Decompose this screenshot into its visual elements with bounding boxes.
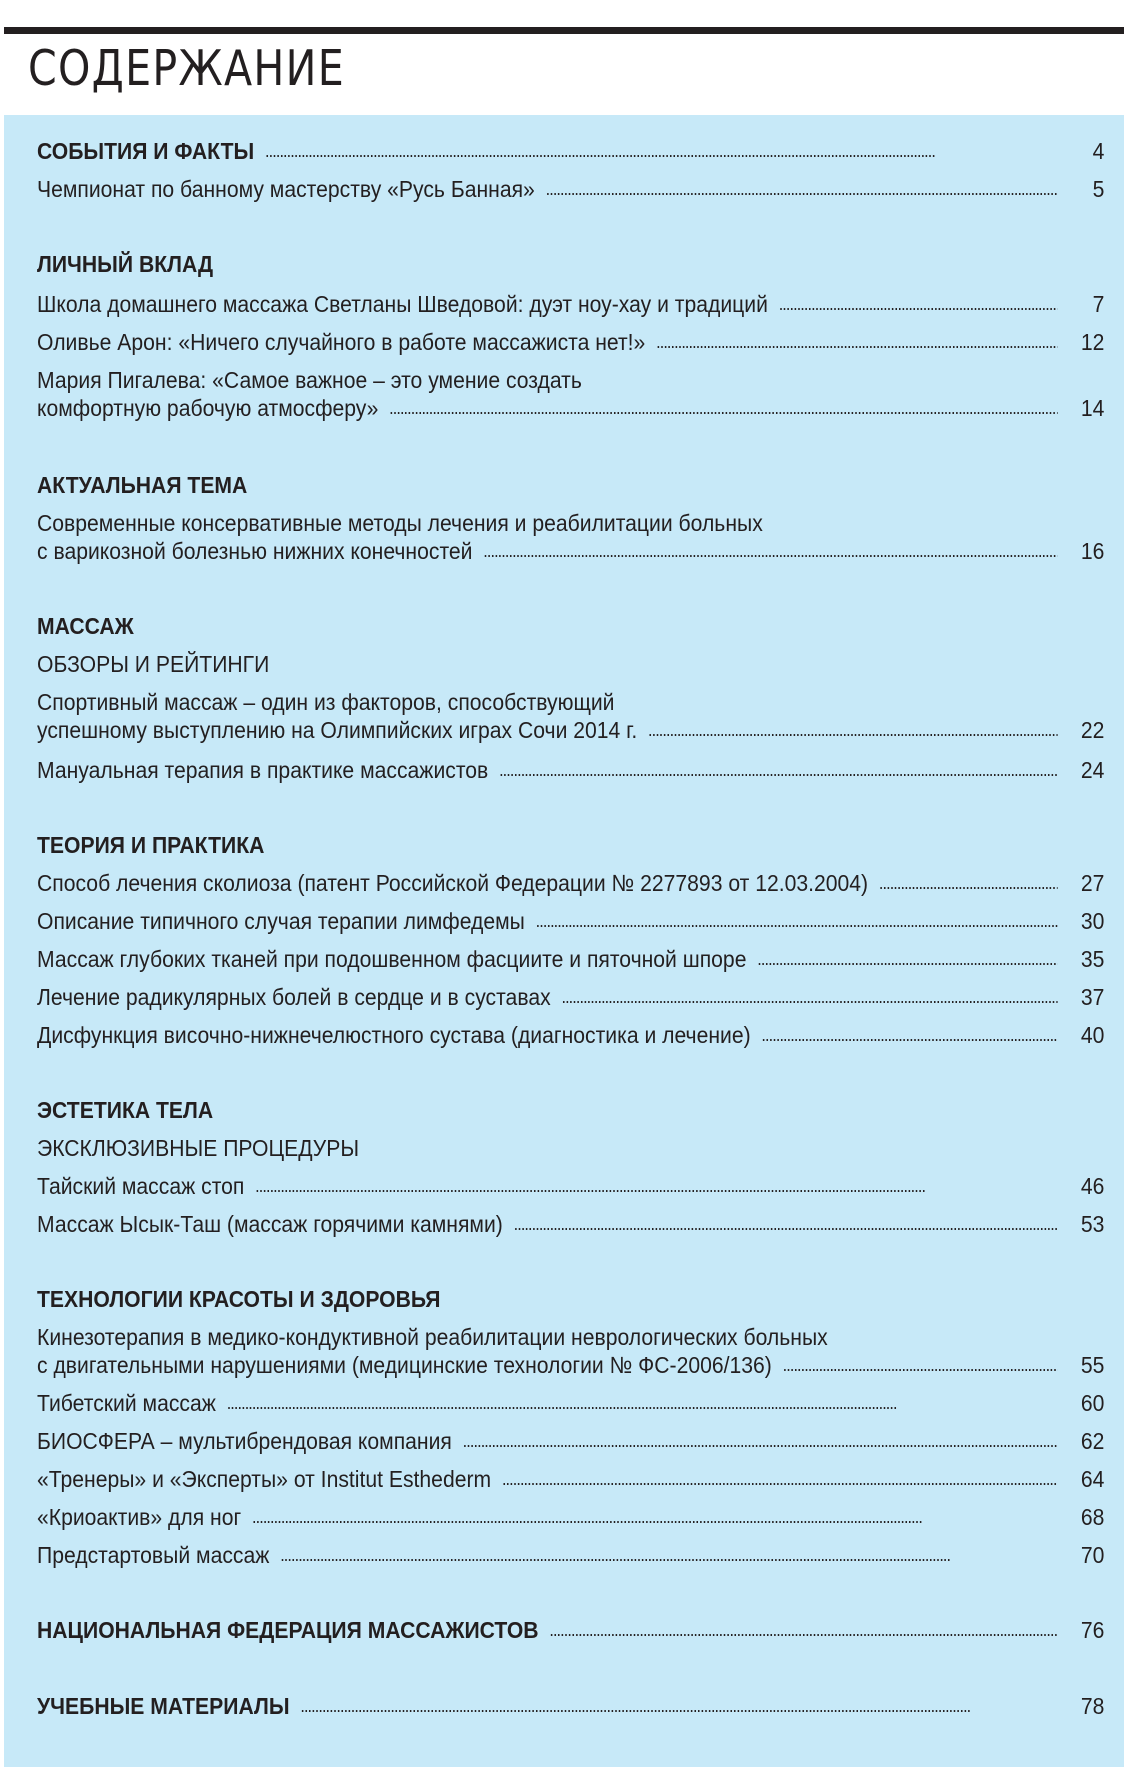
toc-entry bbox=[37, 1427, 1105, 1456]
entry-text: Тибетский массаж bbox=[37, 1390, 216, 1416]
dot-leader bbox=[463, 1425, 1058, 1449]
entry-text: Дисфункция височно-нижнечелюстного сустава (диагностика и лечение) bbox=[37, 1022, 751, 1048]
entry-text: Предстартовый массаж bbox=[37, 1542, 270, 1568]
toc-section-entry bbox=[37, 1616, 1105, 1645]
dot-leader bbox=[280, 1539, 1057, 1563]
page-number: 68 bbox=[1080, 1504, 1105, 1530]
dot-leader bbox=[252, 1501, 1058, 1525]
page-number: 40 bbox=[1080, 1022, 1105, 1048]
dot-leader bbox=[255, 1170, 1057, 1194]
toc-section-entry bbox=[37, 1692, 1105, 1721]
page-number: 62 bbox=[1080, 1428, 1105, 1454]
toc-entry bbox=[37, 1503, 1105, 1532]
entry-text: Способ лечения сколиоза (патент Российской Федерации № 2277893 от 12.03.2004) bbox=[37, 870, 869, 896]
dot-leader bbox=[265, 135, 1058, 159]
dot-leader bbox=[783, 1349, 1058, 1373]
toc-entry bbox=[37, 537, 1105, 566]
toc-entry bbox=[37, 1021, 1105, 1050]
page-title: СОДЕРЖАНИЕ bbox=[28, 40, 345, 97]
dot-leader bbox=[389, 392, 1057, 416]
entry-text: с варикозной болезнью нижних конечностей bbox=[37, 538, 473, 564]
page-number: 60 bbox=[1080, 1390, 1105, 1416]
entry-text: Лечение радикулярных болей в сердце и в суставах bbox=[37, 984, 551, 1010]
page-number: 24 bbox=[1080, 757, 1105, 783]
toc-entry bbox=[37, 945, 1105, 974]
page-number: 64 bbox=[1080, 1466, 1105, 1492]
toc-entry bbox=[37, 1172, 1105, 1201]
entry-text: Тайский массаж стоп bbox=[37, 1173, 245, 1199]
page-number: 37 bbox=[1080, 984, 1105, 1010]
section-heading bbox=[37, 471, 1105, 500]
dot-leader bbox=[499, 754, 1058, 778]
entry-title-line bbox=[37, 1323, 1105, 1352]
entry-text: Школа домашнего массажа Светланы Шведовой: дуэт ноу-хау и традиций bbox=[37, 291, 768, 317]
entry-text: с двигательными нарушениями (медицинские технологии № ФС-2006/136) bbox=[37, 1352, 772, 1378]
dot-leader bbox=[648, 714, 1058, 738]
page-number: 46 bbox=[1080, 1173, 1105, 1199]
entry-text: успешному выступлению на Олимпийских играх Сочи 2014 г. bbox=[37, 717, 638, 743]
page-number: 53 bbox=[1080, 1211, 1105, 1237]
page-number: 27 bbox=[1080, 870, 1105, 896]
entry-text: ЭСТЕТИКА ТЕЛА bbox=[37, 1097, 214, 1123]
entry-text: Массаж Ысык-Таш (массаж горячими камнями) bbox=[37, 1211, 503, 1237]
page-number: 70 bbox=[1080, 1542, 1105, 1568]
page-number: 55 bbox=[1080, 1352, 1105, 1378]
entry-title-line bbox=[37, 688, 1105, 717]
page-number: 12 bbox=[1080, 329, 1105, 355]
dot-leader bbox=[227, 1387, 1058, 1411]
entry-title-line bbox=[37, 509, 1105, 538]
toc-entry bbox=[37, 869, 1105, 898]
entry-title-line bbox=[37, 366, 1105, 395]
entry-text: Чемпионат по банному мастерству «Русь Банная» bbox=[37, 176, 535, 202]
section-heading bbox=[37, 612, 1105, 641]
entry-text: комфортную рабочую атмосферу» bbox=[37, 395, 379, 421]
toc-entry bbox=[37, 716, 1105, 745]
toc-entry bbox=[37, 1351, 1105, 1380]
entry-text: Описание типичного случая терапии лимфедемы bbox=[37, 908, 525, 934]
page-number: 16 bbox=[1080, 538, 1105, 564]
dot-leader bbox=[549, 1614, 1057, 1638]
entry-text: Мануальная терапия в практике массажистов bbox=[37, 757, 489, 783]
dot-leader bbox=[514, 1208, 1058, 1232]
dot-leader bbox=[546, 173, 1058, 197]
page-number: 30 bbox=[1080, 908, 1105, 934]
section-heading bbox=[37, 1096, 1105, 1125]
dot-leader bbox=[757, 943, 1057, 967]
page-number: 7 bbox=[1092, 291, 1105, 317]
entry-text: НАЦИОНАЛЬНАЯ ФЕДЕРАЦИЯ МАССАЖИСТОВ bbox=[37, 1617, 539, 1643]
page-number: 14 bbox=[1080, 395, 1105, 421]
section-heading bbox=[37, 1285, 1105, 1314]
page-number: 5 bbox=[1092, 176, 1105, 202]
entry-text: БИОСФЕРА – мультибрендовая компания bbox=[37, 1428, 452, 1454]
section-heading bbox=[37, 831, 1105, 860]
entry-text: «Тренеры» и «Эксперты» от Institut Esthederm bbox=[37, 1466, 492, 1492]
entry-text: Оливье Арон: «Ничего случайного в работе массажиста нет!» bbox=[37, 329, 646, 355]
page-number: 35 bbox=[1080, 946, 1105, 972]
toc-entry bbox=[37, 907, 1105, 936]
toc-entry bbox=[37, 1389, 1105, 1418]
entry-text: ТЕХНОЛОГИИ КРАСОТЫ И ЗДОРОВЬЯ bbox=[37, 1286, 441, 1312]
entry-text: Массаж глубоких тканей при подошвенном фасциите и пяточной шпоре bbox=[37, 946, 747, 972]
page-number: 4 bbox=[1092, 138, 1105, 164]
dot-leader bbox=[656, 326, 1057, 350]
section-heading bbox=[37, 250, 1105, 279]
dot-leader bbox=[502, 1463, 1058, 1487]
dot-leader bbox=[879, 867, 1058, 891]
toc-entry bbox=[37, 1465, 1105, 1494]
toc-entry bbox=[37, 756, 1105, 785]
entry-text: УЧЕБНЫЕ МАТЕРИАЛЫ bbox=[37, 1693, 290, 1719]
toc-entry bbox=[37, 175, 1105, 204]
entry-text: Кинезотерапия в медико-кондуктивной реабилитации неврологических больных bbox=[37, 1324, 828, 1350]
section-subheading bbox=[37, 650, 1105, 679]
toc-entry bbox=[37, 1541, 1105, 1570]
dot-leader bbox=[761, 1019, 1057, 1043]
entry-text: СОБЫТИЯ И ФАКТЫ bbox=[37, 138, 255, 164]
toc-entry bbox=[37, 328, 1105, 357]
dot-leader bbox=[536, 905, 1058, 929]
entry-text: ОБЗОРЫ И РЕЙТИНГИ bbox=[37, 651, 270, 677]
page-number: 76 bbox=[1080, 1617, 1105, 1643]
entry-text: Современные консервативные методы лечения и реабилитации больных bbox=[37, 510, 763, 536]
toc-entry bbox=[37, 394, 1105, 423]
entry-text: ЭКСКЛЮЗИВНЫЕ ПРОЦЕДУРЫ bbox=[37, 1135, 360, 1161]
dot-leader bbox=[779, 288, 1058, 312]
toc-entry bbox=[37, 290, 1105, 319]
toc-entry bbox=[37, 1210, 1105, 1239]
dot-leader bbox=[300, 1690, 1057, 1714]
entry-text: Мария Пигалева: «Самое важное – это умение создать bbox=[37, 367, 582, 393]
entry-text: АКТУАЛЬНАЯ ТЕМА bbox=[37, 472, 248, 498]
entry-text: «Криоактив» для ног bbox=[37, 1504, 242, 1530]
toc-entry bbox=[37, 983, 1105, 1012]
toc-section-entry bbox=[37, 137, 1105, 166]
dot-leader bbox=[483, 535, 1057, 559]
entry-text: МАССАЖ bbox=[37, 613, 134, 639]
page-number: 78 bbox=[1080, 1693, 1105, 1719]
section-subheading bbox=[37, 1134, 1105, 1163]
page-number: 22 bbox=[1080, 717, 1105, 743]
entry-text: Спортивный массаж – один из факторов, способствующий bbox=[37, 689, 615, 715]
entry-text: ТЕОРИЯ И ПРАКТИКА bbox=[37, 832, 265, 858]
entry-text: ЛИЧНЫЙ ВКЛАД bbox=[37, 251, 214, 277]
dot-leader bbox=[561, 981, 1057, 1005]
